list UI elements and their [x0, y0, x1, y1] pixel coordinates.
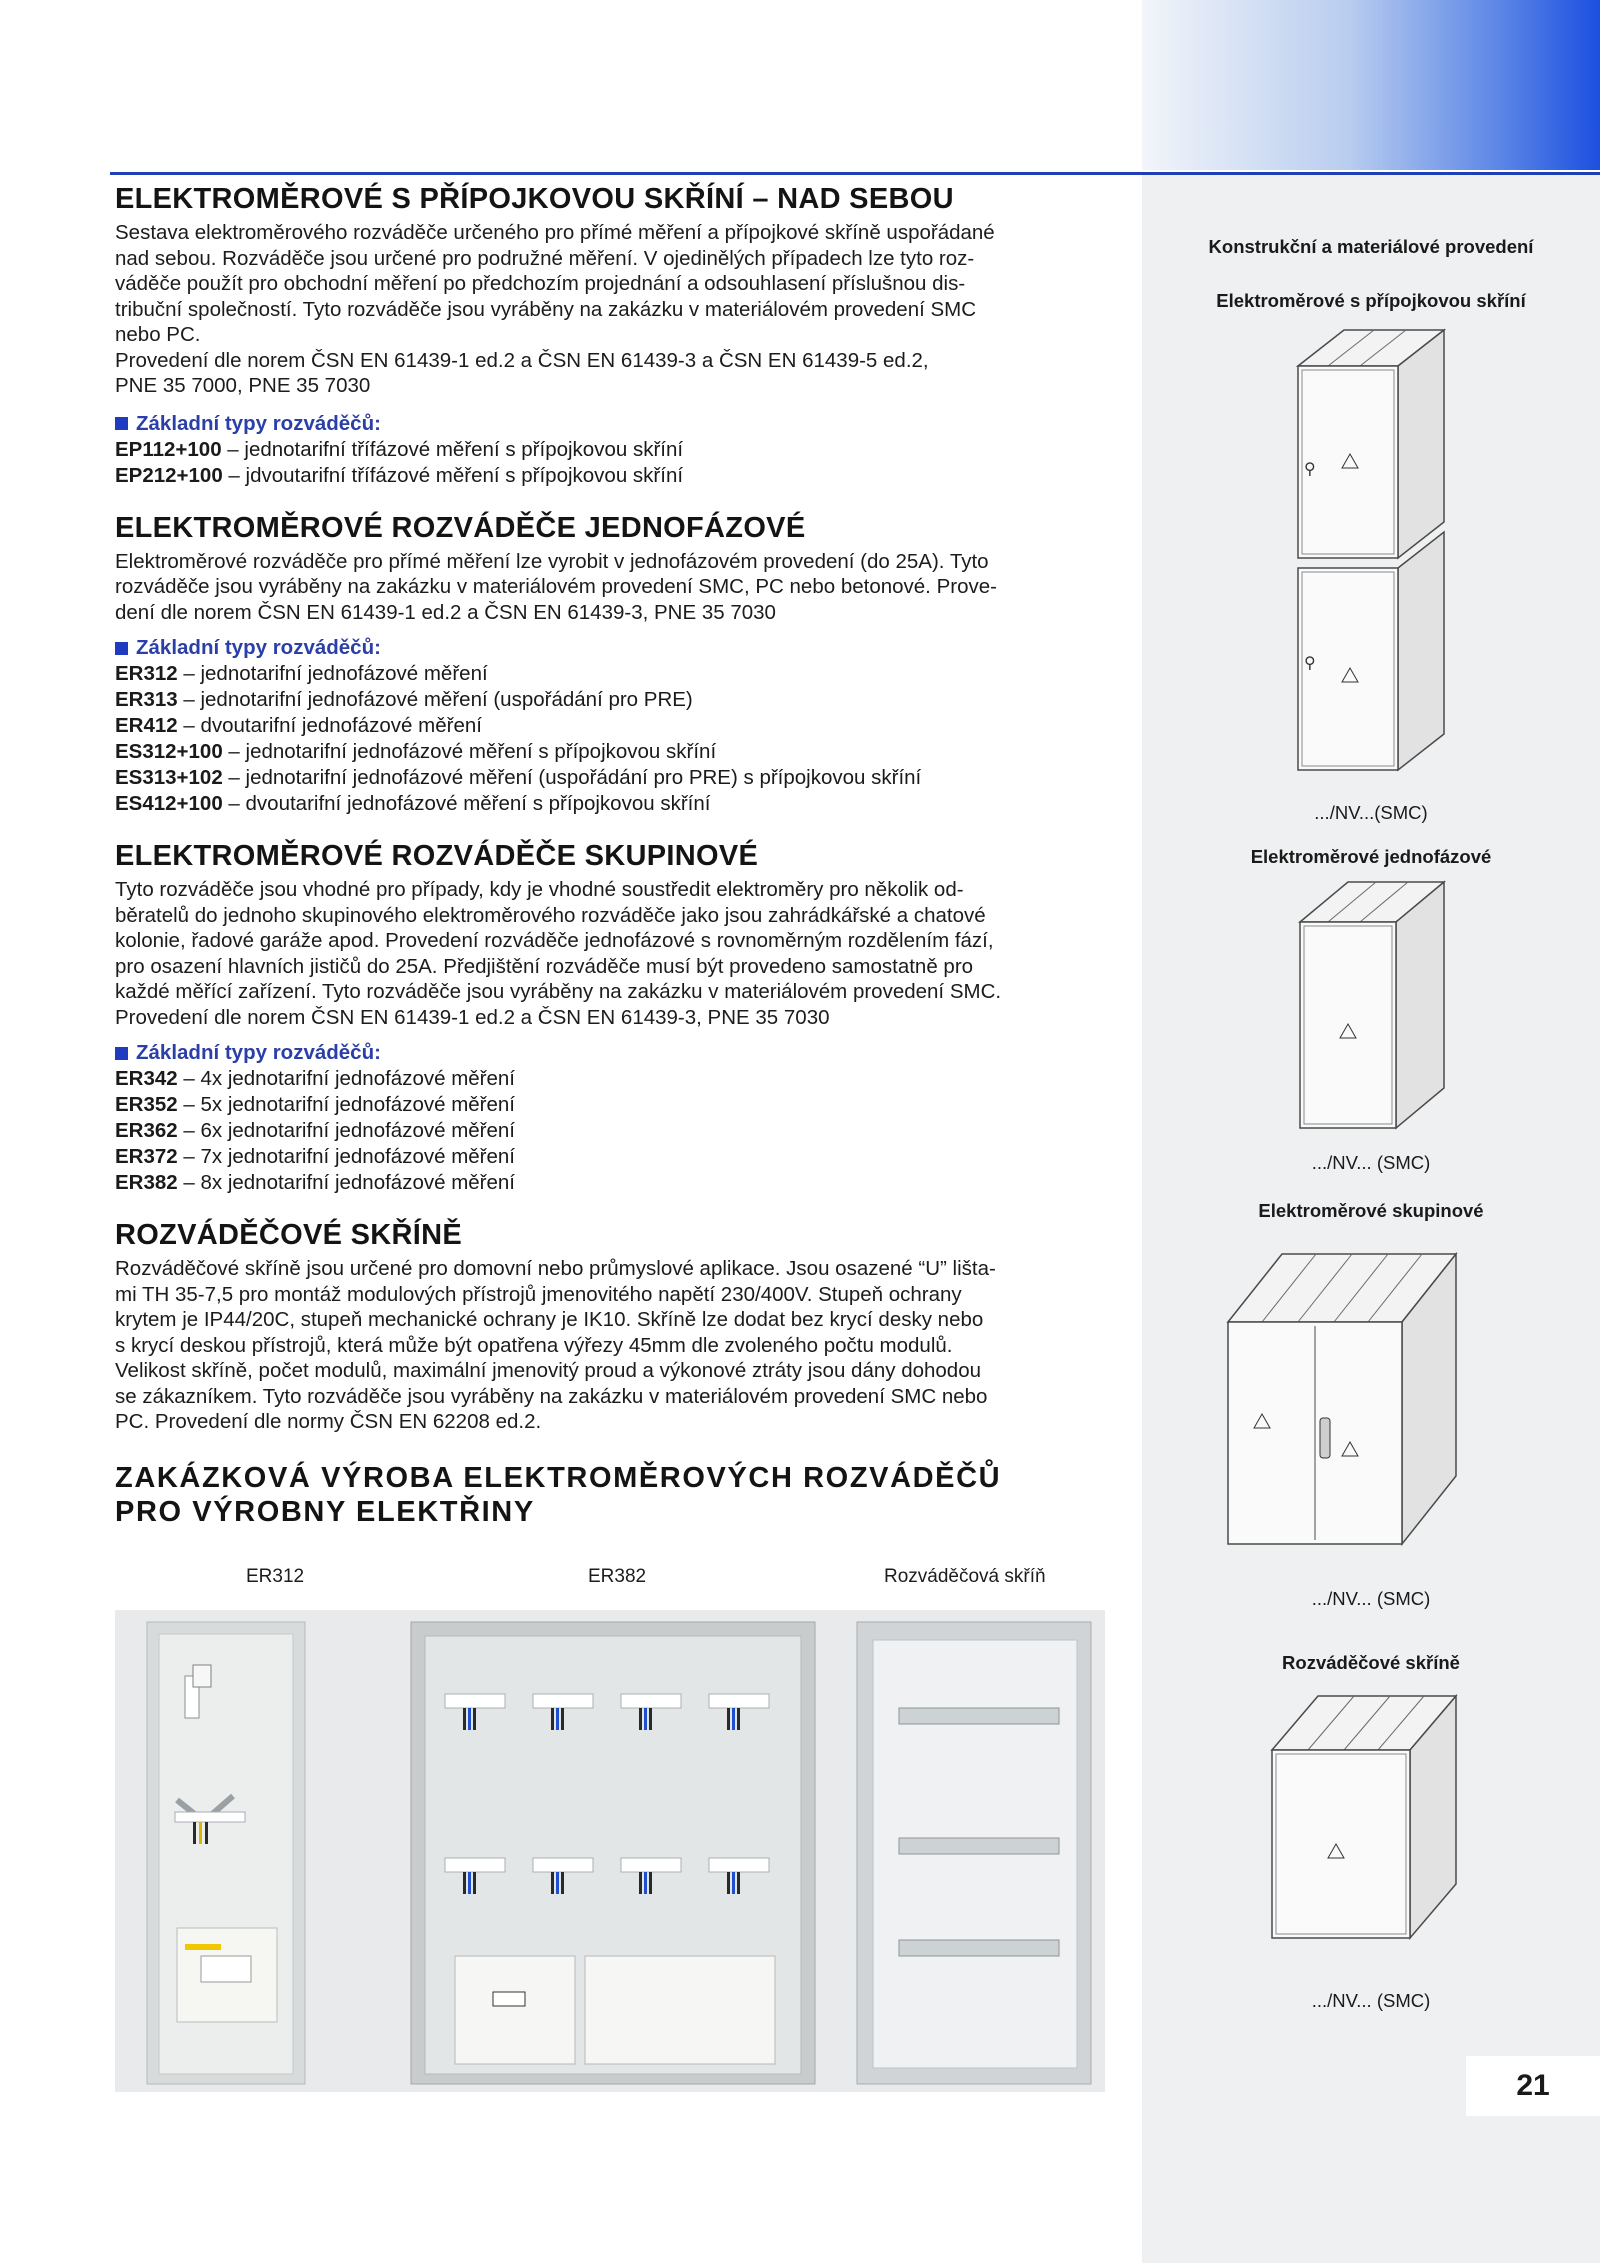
section-title-3: ELEKTROMĚROVÉ ROZVÁDĚČE SKUPINOVÉ: [115, 840, 759, 872]
product-photos: [115, 1610, 1105, 2092]
section-body-3: Tyto rozváděče jsou vhodné pro případy, kdy je vhodné soustředit elektroměry pro několik od- běratelů do jednoho skupinového elektroměrového rozváděče jako jsou zahrádkářské a chatové kolonie, řadové garáže apod. Provedení rozváděče jednofázové s rovnoměrným rozdělením fází, pro osazení hlavních jističů do 25A. Předjištění rozváděče musí být provedeno samostatně pro každé měřící zařízení. Tyto rozváděče jsou vyráběny na zakázku v materiálovém provedení SMC. Provedení dle norem ČSN EN 61439-1 ed.2 a ČSN EN 61439-3, PNE 35 7030: [115, 878, 1002, 1029]
types-heading-2: Základní typy rozváděčů:: [115, 635, 1105, 661]
cabinet-group-illustration: [1222, 1250, 1462, 1550]
sidebar-item-title: Elektroměrové jednofázové: [1250, 846, 1492, 867]
types-heading-3: Základní typy rozváděčů:: [115, 1040, 1105, 1066]
types-list-2: [115, 661, 1105, 817]
final-heading: ZAKÁZKOVÁ VÝROBA ELEKTROMĚROVÝCH ROZVÁDĚČŮ PRO VÝROBNY ELEKTŘINY: [115, 1461, 1002, 1528]
section-body-1: Sestava elektroměrového rozváděče určeného pro přímé měření a přípojkové skříně uspořádané nad sebou. Rozváděče jsou určené pro podružné měření. V ojedinělých případech lze tyto roz- váděče použít pro obchodní měření po předchozím projednání a odsouhlasení příslušnou dis- tribuční společností. Tyto rozváděče jsou vyráběny na zakázku v materiálovém provedení SMC nebo PC. Provedení dle norem ČSN EN 61439-1 ed.2 a ČSN EN 61439-3 a ČSN EN 61439-5 ed.2, PNE 35 7000, PNE 35 7030: [115, 221, 995, 397]
list-item: ER312 – jednotarifní jednofázové měření: [115, 662, 488, 685]
section-body-2: Elektroměrové rozváděče pro přímé měření lze vyrobit v jednofázovém provedení (do 25A). Tyto rozváděče jsou vyráběny na zakázku v materiálovém provedení SMC, PC nebo betonové. Prove- dení dle norem ČSN EN 61439-1 ed.2 a ČSN EN 61439-3, PNE 35 7030: [115, 549, 997, 624]
photo-caption-er382: ER382: [588, 1566, 647, 1587]
svg-text:⚲: ⚲: [1304, 459, 1316, 478]
list-item: ES312+100 – jednotarifní jednofázové měření s přípojkovou skříní: [115, 740, 717, 763]
list-item: ER362 – 6x jednotarifní jednofázové měření: [115, 1119, 516, 1142]
cabinet-stacked-illustration: [1280, 326, 1470, 782]
list-item: ER313 – jednotarifní jednofázové měření (uspořádání pro PRE): [115, 688, 693, 711]
page-number: 21: [1466, 2056, 1600, 2116]
list-item: ER372 – 7x jednotarifní jednofázové měření: [115, 1145, 516, 1168]
sidebar-item-caption: .../NV...(SMC): [1314, 802, 1428, 823]
square-bullet-icon: [115, 1047, 128, 1060]
section-title-2: ELEKTROMĚROVÉ ROZVÁDĚČE JEDNOFÁZOVÉ: [115, 511, 806, 544]
square-bullet-icon: [115, 417, 128, 430]
sidebar-item-title: Elektroměrové s přípojkovou skříní: [1216, 290, 1526, 311]
list-item: ER352 – 5x jednotarifní jednofázové měření: [115, 1093, 516, 1116]
main-content: [115, 182, 1105, 1529]
types-list-1: [115, 437, 1105, 489]
photo-er382: [411, 1622, 815, 2084]
list-item: ER412 – dvoutarifní jednofázové měření: [115, 714, 482, 737]
section-title-4: ROZVÁDĚČOVÉ SKŘÍNĚ: [115, 1219, 462, 1251]
section-title-1: ELEKTROMĚROVÉ S PŘÍPOJKOVOU SKŘÍNÍ – NAD SEBOU: [115, 183, 954, 215]
photo-cabinet: [857, 1622, 1091, 2084]
cabinet-single-phase-illustration: [1290, 876, 1470, 1140]
svg-text:⚲: ⚲: [1304, 653, 1316, 672]
list-item: ES412+100 – dvoutarifní jednofázové měření s přípojkovou skříní: [115, 792, 711, 815]
square-bullet-icon: [115, 642, 128, 655]
photo-er312: [147, 1622, 305, 2084]
sidebar-heading: Konstrukční a materiálové provedení: [1208, 236, 1534, 257]
sidebar-item-caption: .../NV... (SMC): [1311, 1152, 1431, 1173]
header-gradient: [1142, 0, 1600, 170]
section-body-4: Rozváděčové skříně jsou určené pro domovní nebo průmyslové aplikace. Jsou osazené “U” lišta- mi TH 35-7,5 pro montáž modulových přístrojů jmenovitého napětí 230/400V. Stupeň ochrany krytem je IP44/20C, stupeň mechanické ochrany je IK10. Skříně lze dodat bez krycí desky nebo s krycí deskou přístrojů, která může být opatřena výřezy 45mm dle zvoleného počtu modulů. Velikost skříně, počet modulů, maximální jmenovitý proud a výkonové ztráty jsou dány dohodou se zákazníkem. Tyto rozváděče jsou vyráběny na zakázku v materiálovém provedení SMC nebo PC. Provedení dle normy ČSN EN 62208 ed.2.: [115, 1257, 996, 1433]
sidebar-item-caption: .../NV... (SMC): [1311, 1588, 1431, 1609]
sidebar-item-caption: .../NV... (SMC): [1311, 1990, 1431, 2011]
list-item: ES313+102 – jednotarifní jednofázové měření (uspořádání pro PRE) s přípojkovou skříní: [115, 766, 922, 789]
sidebar-item-title: Elektroměrové skupinové: [1258, 1200, 1484, 1221]
list-item: EP112+100 – jednotarifní třífázové měření s přípojkovou skříní: [115, 437, 684, 461]
photo-caption-cabinet: Rozváděčová skříň: [884, 1566, 1046, 1587]
photo-caption-er312: ER312: [246, 1566, 305, 1587]
list-item: EP212+100 – jdvoutarifní třífázové měření s přípojkovou skříní: [115, 463, 684, 487]
header-rule: [110, 172, 1600, 175]
distribution-cabinet-illustration: [1266, 1694, 1466, 1950]
list-item: ER342 – 4x jednotarifní jednofázové měření: [115, 1067, 516, 1090]
types-list-3: [115, 1066, 1105, 1196]
list-item: ER382 – 8x jednotarifní jednofázové měření: [115, 1171, 516, 1194]
types-heading-1: Základní typy rozváděčů:: [115, 411, 1105, 437]
sidebar-item-title: Rozváděčové skříně: [1282, 1652, 1460, 1673]
